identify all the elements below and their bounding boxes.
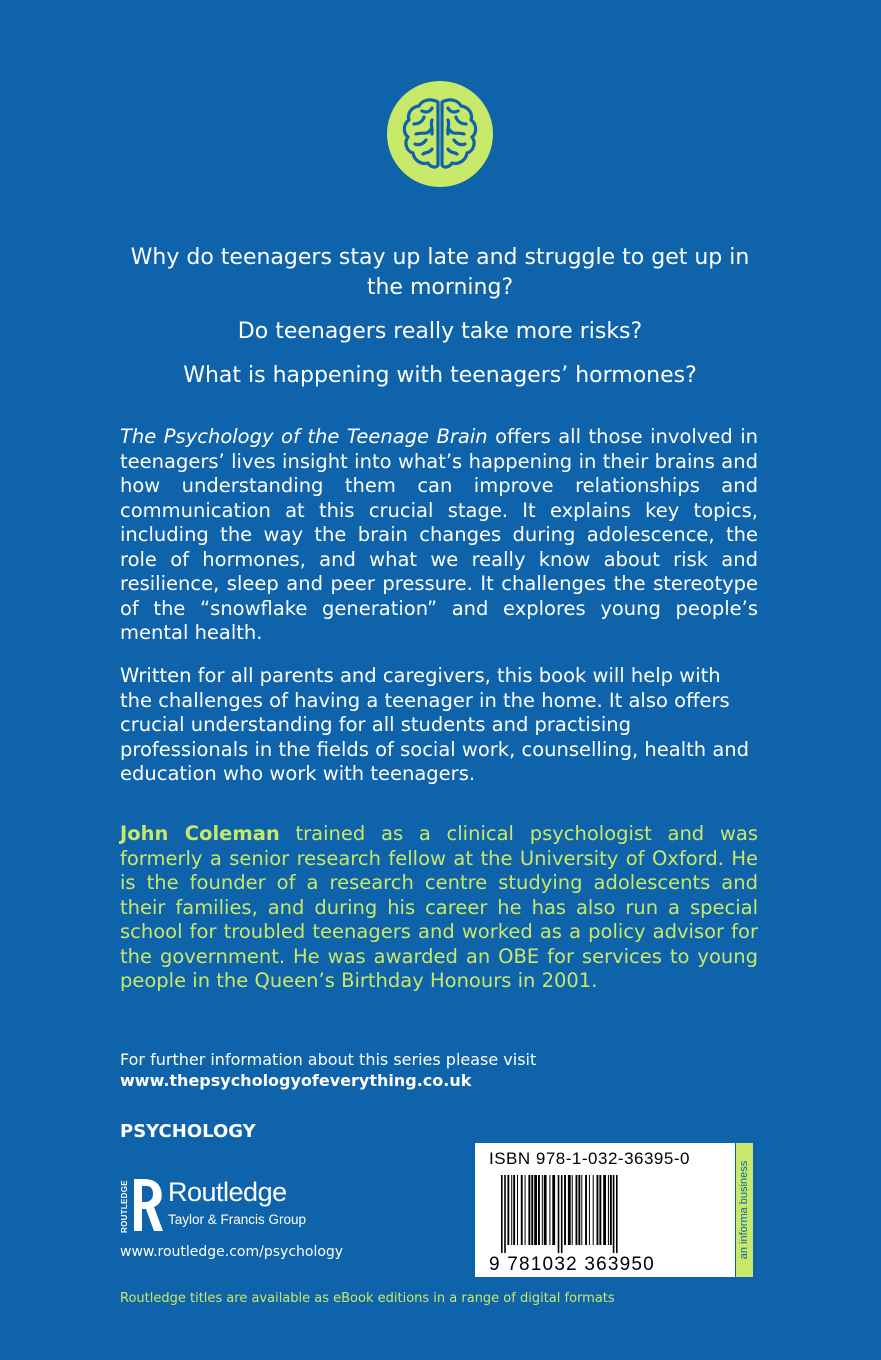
author-bio-text: trained as a clinical psychologist and was formerly a senior research fellow at the University of Oxford. He is the founder of a research centre studying adolescents and their families, and during his career he has also run a special school for troubled teenagers and worked as a policy advisor for the government. He was awarded an OBE for services to young people in the Queen’s Birthday Honours in 2001. — [120, 822, 758, 992]
barcode-bar — [517, 1175, 518, 1245]
barcode-bar — [578, 1175, 580, 1245]
book-title: The Psychology of the Teenage Brain — [120, 425, 488, 448]
barcode-bar — [534, 1175, 537, 1245]
barcode-bar — [589, 1175, 590, 1245]
barcode-bar — [581, 1175, 582, 1245]
barcode-bar — [603, 1175, 606, 1245]
barcode-bar — [616, 1175, 618, 1253]
questions — [110, 243, 770, 405]
barcode — [487, 1175, 723, 1273]
barcode-bar — [538, 1175, 540, 1245]
ebook-note: Routledge titles are available as eBook editions in a range of digital formats — [120, 1291, 615, 1306]
series-info — [120, 1049, 536, 1091]
barcode-bar — [507, 1175, 509, 1245]
logo-vertical-text: ROUTLEDGE — [120, 1180, 129, 1233]
barcode-bar — [608, 1175, 609, 1245]
barcode-bar — [585, 1175, 587, 1245]
barcode-bar — [501, 1175, 503, 1253]
publisher-name: Routledge — [168, 1177, 287, 1207]
barcode-bar — [558, 1175, 560, 1253]
series-url[interactable]: www.thepsychologyofeverything.co.uk — [120, 1071, 472, 1090]
barcode-bar — [561, 1175, 563, 1253]
barcode-bar — [511, 1175, 512, 1245]
barcode-bar — [597, 1175, 599, 1245]
barcode-bar — [599, 1175, 601, 1245]
question-3: What is happening with teenagers’ hormones? — [183, 363, 697, 388]
barcode-bar — [613, 1175, 615, 1253]
publisher-group: Taylor & Francis Group — [168, 1212, 307, 1227]
description-text: offers all those involved in teenagers’ lives insight into what’s happening in their brains and how understanding them can improve relationships and communication at this crucial stage. It explains key topics, including the way the brain changes during adolescence, the role of hormones, and what we really know about risk and resilience, sleep and peer pressure. It challenges the stereotype of the “snowflake generation” and explores young people’s mental health. — [120, 425, 759, 644]
routledge-logo — [118, 1175, 348, 1235]
question-1: Why do teenagers stay up late and struggle to get up in the morning? — [130, 245, 750, 300]
subject-label: PSYCHOLOGY — [120, 1121, 256, 1142]
barcode-bar — [513, 1175, 515, 1245]
barcode-bar — [549, 1175, 550, 1245]
barcode-bar — [525, 1175, 526, 1245]
series-text: For further information about this series please visit — [120, 1050, 537, 1069]
barcode-bar — [544, 1175, 547, 1245]
author-name: John Coleman — [120, 822, 280, 845]
isbn-label: ISBN 978-1-032-36395-0 — [489, 1149, 690, 1168]
informa-strip — [736, 1143, 753, 1277]
barcode-bar — [564, 1175, 566, 1245]
publisher-url[interactable]: www.routledge.com/psychology — [120, 1244, 344, 1260]
barcode-bar — [568, 1175, 571, 1245]
barcode-bar — [531, 1175, 533, 1245]
barcode-box — [475, 1143, 735, 1277]
barcode-bar — [542, 1175, 543, 1245]
barcode-bar — [521, 1175, 523, 1245]
description-paragraph-1 — [120, 425, 758, 646]
barcode-bar — [572, 1175, 573, 1245]
brain-icon — [386, 80, 494, 188]
barcode-bar — [593, 1175, 594, 1245]
barcode-bar — [552, 1175, 555, 1245]
barcode-bar — [528, 1175, 530, 1245]
author-bio — [120, 822, 758, 994]
barcode-bar — [504, 1175, 506, 1253]
barcode-bar — [610, 1175, 612, 1245]
question-2: Do teenagers really take more risks? — [237, 319, 643, 344]
informa-label: an informa business — [738, 1160, 750, 1260]
barcode-bar — [576, 1175, 578, 1245]
barcode-digits: 9 781032 363950 — [489, 1254, 655, 1273]
description-paragraph-2: Written for all parents and caregivers, this book will help with the challenges of having a teenager in the home. It also offers crucial understanding for all students and practising professionals in the fields of social work, counselling, health and education who work with teenagers. — [120, 664, 750, 785]
